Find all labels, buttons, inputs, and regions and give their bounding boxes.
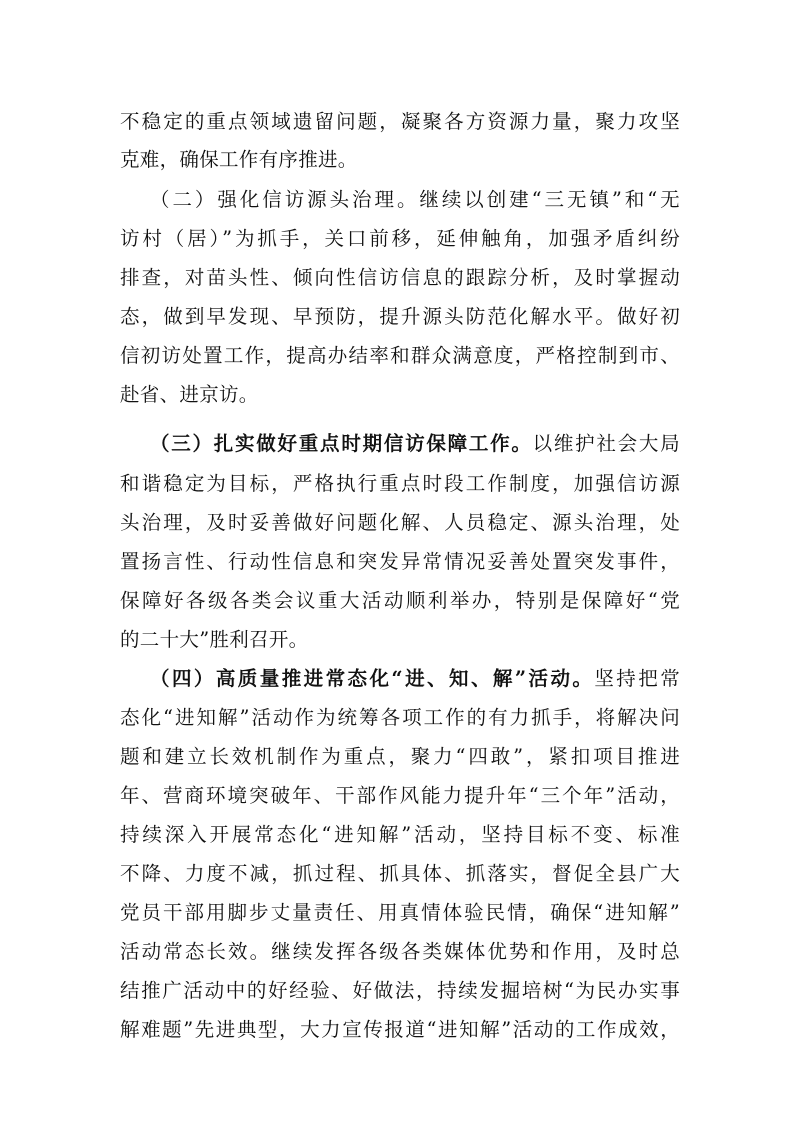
paragraph-1-line-1 [120, 108, 680, 136]
line-text: 头治理，及时妥善做好问题化解、人员稳定、源头治理，处 [120, 511, 680, 534]
line-text: 坚持把常 [594, 667, 681, 690]
line-text: 以维护社会大局 [532, 432, 680, 455]
line-text: 态，做到早发现、早预防，提升源头防范化解水平。做好初 [120, 305, 680, 328]
line-text: 不降、力度不减，抓过程、抓具体、抓落实，督促全县广大 [120, 862, 680, 885]
line-text: 持续深入开展常态化“进知解”活动，坚持目标不变、标准 [120, 823, 680, 846]
paragraph-4-line-10 [120, 1016, 680, 1044]
paragraph-2-line-1 [150, 186, 680, 214]
line-text: 结推广活动中的好经验、好做法，持续发掘培树“为民办实事 [120, 979, 680, 1002]
line-text: 不稳定的重点领域遗留问题，凝聚各方资源力量，聚力攻坚 [120, 110, 680, 133]
line-text: 赴省、进京访。 [120, 383, 259, 406]
paragraph-4-line-3 [120, 743, 680, 771]
paragraph-4-line-1 [150, 665, 680, 693]
line-text: 党员干部用脚步丈量责任、用真情体验民情，确保“进知解” [120, 901, 680, 924]
line-text: 信初访处置工作，提高办结率和群众满意度，严格控制到市、 [120, 344, 680, 367]
line-text: 题和建立长效机制作为重点，聚力“四敢”，紧扣项目推进 [120, 745, 680, 768]
paragraph-2-line-3 [120, 264, 680, 292]
line-text: 保障好各级各类会议重大活动顺利举办，特别是保障好“党 [120, 589, 680, 612]
line-text: 态化“进知解”活动作为统筹各项工作的有力抓手，将解决问 [120, 706, 680, 729]
line-text: （二）强化信访源头治理。继续以创建“三无镇”和“无 [150, 188, 680, 211]
line-text: 活动常态长效。继续发挥各级各类媒体优势和作用，及时总 [120, 940, 680, 963]
line-text: 和谐稳定为目标，严格执行重点时段工作制度，加强信访源 [120, 472, 680, 495]
paragraph-1-line-2 [120, 146, 680, 174]
line-text: 解难题”先进典型，大力宣传报道“进知解”活动的工作成效， [120, 1018, 680, 1041]
paragraph-3-line-3 [120, 509, 680, 537]
line-text: 置扬言性、行动性信息和突发异常情况妥善处置突发事件， [120, 550, 680, 573]
paragraph-3-line-4 [120, 548, 680, 576]
paragraph-3-line-2 [120, 470, 680, 498]
line-text: 的二十大”胜利召开。 [120, 628, 309, 651]
line-text: 排查，对苗头性、倾向性信访信息的跟踪分析，及时掌握动 [120, 266, 680, 289]
paragraph-4-line-7 [120, 899, 680, 927]
line-text: 访村（居）”为抓手，关口前移，延伸触角，加强矛盾纠纷 [120, 227, 680, 250]
section-heading: （三）扎实做好重点时期信访保障工作。 [150, 432, 533, 455]
paragraph-2-line-5 [120, 342, 680, 370]
paragraph-3-line-1 [150, 430, 680, 458]
paragraph-2-line-4 [120, 303, 680, 331]
paragraph-3-line-5 [120, 587, 680, 615]
paragraph-4-line-2 [120, 704, 680, 732]
paragraph-4-line-6 [120, 860, 680, 888]
paragraph-4-line-9 [120, 977, 680, 1005]
paragraph-2-line-2 [120, 225, 680, 253]
section-heading: （四）高质量推进常态化“进、知、解”活动。 [150, 667, 595, 690]
line-text: 克难，确保工作有序推进。 [120, 148, 358, 171]
paragraph-4-line-8 [120, 938, 680, 966]
paragraph-2-line-6 [120, 381, 680, 409]
line-text: 年、营商环境突破年、干部作风能力提升年“三个年”活动， [120, 784, 680, 807]
paragraph-4-line-4 [120, 782, 680, 810]
paragraph-4-line-5 [120, 821, 680, 849]
paragraph-3-line-6 [120, 626, 680, 654]
